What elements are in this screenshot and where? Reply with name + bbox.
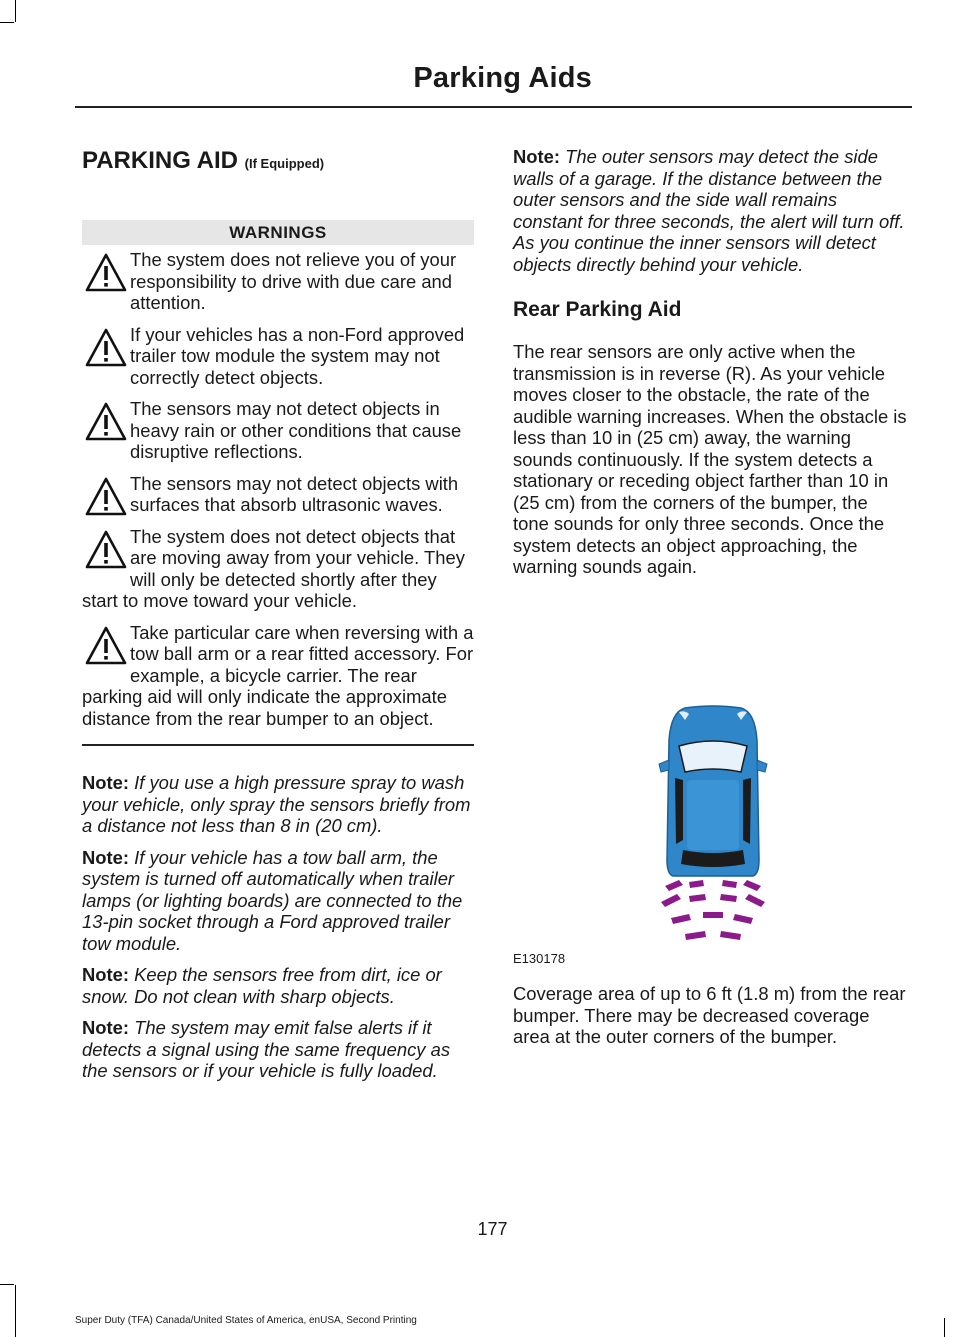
warning-text: The sensors may not detect objects with surfaces that absorb ultrasonic waves.: [130, 472, 459, 515]
figure-caption: Coverage area of up to 6 ft (1.8 m) from the rear bumper. There may be decreased coverage area at the outer corners of the bumper.: [513, 983, 906, 1047]
warning-triangle-icon: [82, 622, 130, 674]
note-text: The system may emit false alerts if it detects a signal using the same frequency as the sensors or if your vehicle is fully loaded.: [82, 1017, 451, 1081]
note-label: Note:: [82, 772, 129, 793]
note: [82, 1017, 474, 1082]
crop-mark: [0, 1284, 14, 1285]
crop-mark: [15, 1285, 16, 1337]
crop-mark: [944, 1318, 945, 1337]
section-qualifier: (If Equipped): [244, 156, 325, 171]
warning-triangle-icon: [82, 473, 130, 525]
warning-item: [82, 324, 474, 389]
car-top-view-illustration: [513, 700, 813, 950]
crop-mark: [15, 0, 16, 22]
right-column: [513, 146, 908, 578]
note-label: Note:: [513, 146, 560, 167]
warning-triangle-icon: [82, 324, 130, 376]
note-text: If your vehicle has a tow ball arm, the system is turned off automatically when trailer lamps (or lighting boards) are connected to the 13-pin socket through a Ford approved trailer tow module.: [82, 846, 463, 954]
warnings-end-rule: [82, 744, 474, 746]
section-title-text: PARKING AID: [82, 147, 238, 174]
warning-triangle-icon: [82, 526, 130, 578]
left-column: [82, 145, 474, 1082]
page-header-title: Parking Aids: [413, 62, 592, 94]
note: [513, 146, 908, 275]
warnings-heading: WARNINGS: [82, 220, 474, 245]
warning-item: [82, 473, 474, 516]
section-title: [82, 145, 474, 180]
subsection-title: Rear Parking Aid: [513, 298, 682, 321]
warning-triangle-icon: [82, 398, 130, 450]
warning-text: The system does not detect objects that are moving away from your vehicle. They will only be detected shortly after they start to move toward your vehicle.: [82, 525, 465, 611]
page-footer: Super Duty (TFA) Canada/United States of America, enUSA, Second Printing: [75, 1315, 417, 1326]
warning-triangle-icon: [82, 249, 130, 301]
warning-item: [82, 622, 474, 730]
figure-code: E130178: [513, 951, 566, 966]
note-label: Note:: [82, 964, 129, 985]
warning-text: The sensors may not detect objects in heavy rain or other conditions that cause disruptive reflections.: [130, 398, 462, 462]
crop-mark: [0, 22, 14, 23]
note-text: The outer sensors may detect the side walls of a garage. If the distance between the outer sensors and the side wall remains constant for three seconds, the alert will turn off. As you continue the inner sensors will detect objects directly behind your vehicle.: [513, 146, 905, 275]
note-label: Note:: [82, 1017, 129, 1038]
parking-sensor-figure: [513, 700, 813, 970]
note-text: If you use a high pressure spray to wash your vehicle, only spray the sensors briefly from a distance not less than 8 in (20 cm).: [82, 772, 471, 836]
warning-item: [82, 398, 474, 463]
warning-text: The system does not relieve you of your responsibility to drive with due care and attention.: [130, 249, 457, 313]
note: [82, 964, 474, 1007]
warning-item: [82, 526, 474, 612]
note-text: Keep the sensors free from dirt, ice or snow. Do not clean with sharp objects.: [82, 964, 442, 1007]
page-number: 177: [477, 1219, 508, 1239]
note-label: Note:: [82, 846, 129, 868]
note: [82, 847, 474, 955]
header-rule: [75, 106, 912, 108]
warning-text: Take particular care when reversing with a tow ball arm or a rear fitted accessory. For example, a bicycle carrier. The rear parking aid will only indicate the approximate distance from the rear bumper to an object.: [82, 621, 474, 729]
body-paragraph: The rear sensors are only active when the transmission is in reverse (R). As your vehicle moves closer to the obstacle, the rate of the audible warning increases. When the obstacle is less than 10 in (25 cm) away, the warning sounds continuously. If the system detects a stationary or receding object farther than 10 in (25 cm) from the corners of the bumper, the tone sounds for only three seconds. Once the system detects an object approaching, the warning sounds again.: [513, 341, 907, 577]
warning-text: If your vehicles has a non-Ford approved trailer tow module the system may not correctly detect objects.: [130, 323, 465, 388]
note: [82, 772, 474, 837]
warning-item: [82, 249, 474, 314]
